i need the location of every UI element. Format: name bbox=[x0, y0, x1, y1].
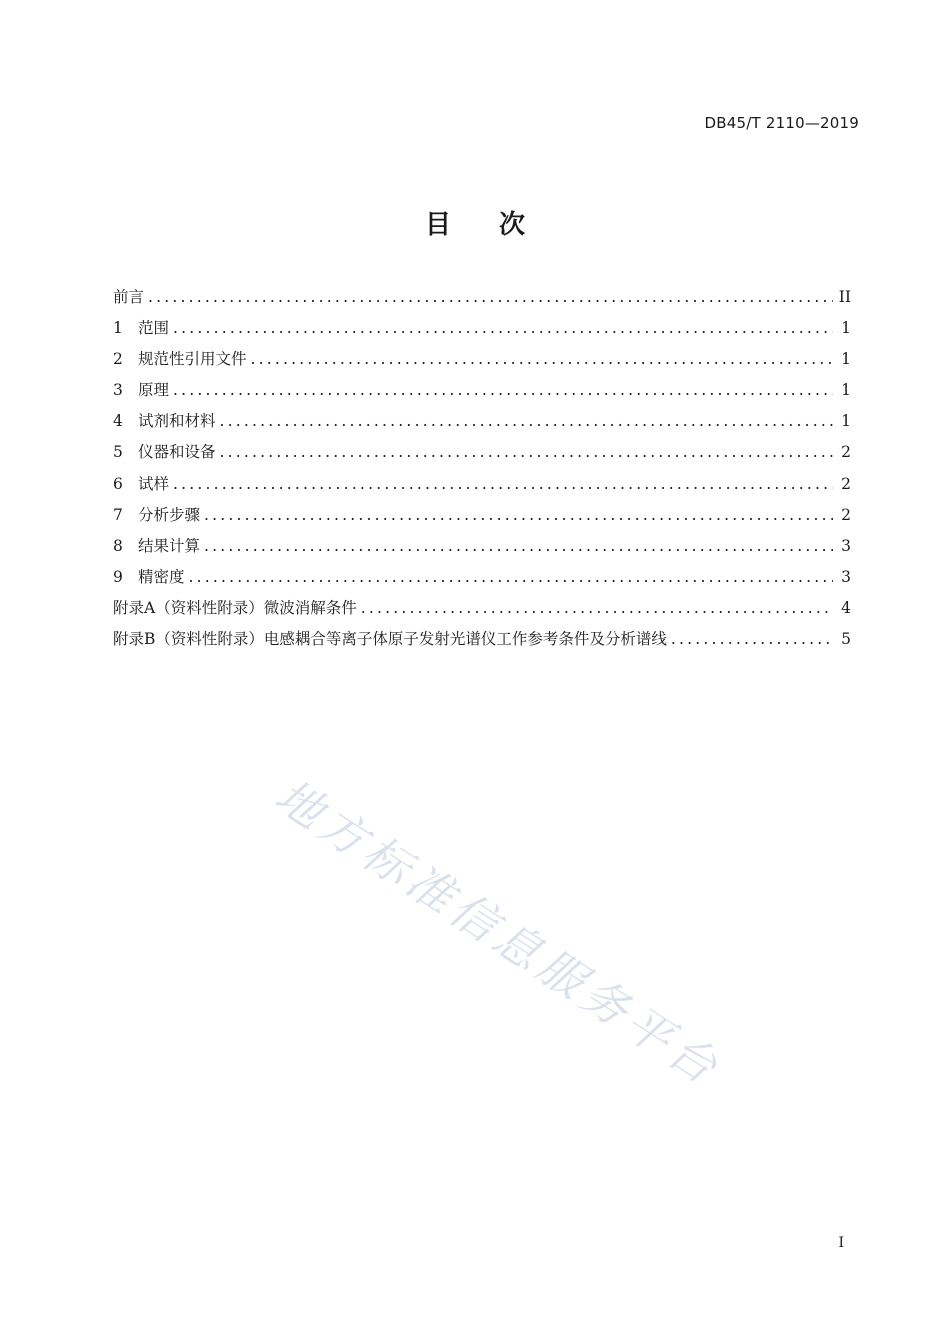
toc-entry-page: 1 bbox=[841, 350, 851, 369]
toc-entry-page: 2 bbox=[841, 443, 851, 462]
toc-entry-appendix-a[interactable] bbox=[113, 596, 851, 627]
toc-entry-label: 试剂和材料 bbox=[138, 412, 216, 431]
toc-entry-label: 原理 bbox=[138, 381, 170, 400]
toc-leader-dots bbox=[173, 319, 833, 337]
watermark: 地方标准信息服务平台 bbox=[265, 768, 732, 1097]
toc-leader-dots bbox=[251, 350, 833, 368]
toc-entry-precision[interactable] bbox=[113, 565, 851, 596]
toc-entry-number: 8 bbox=[113, 536, 123, 555]
toc-entry-label: 试样 bbox=[138, 474, 170, 493]
toc-entry-sample[interactable] bbox=[113, 472, 851, 503]
toc-entry-page: 2 bbox=[841, 474, 851, 493]
toc-entry-page: II bbox=[838, 288, 851, 306]
toc-entry-normative-references[interactable] bbox=[113, 347, 851, 378]
toc-entry-reagents[interactable] bbox=[113, 409, 851, 440]
toc-leader-dots bbox=[671, 630, 833, 648]
toc-leader-dots bbox=[173, 381, 833, 399]
toc-entry-scope[interactable] bbox=[113, 316, 851, 347]
toc-entry-label: 规范性引用文件 bbox=[138, 350, 247, 369]
toc-entry-label: 附录A（资料性附录）微波消解条件 bbox=[113, 598, 357, 617]
toc-entry-page: 5 bbox=[841, 630, 851, 649]
toc-entry-number: 7 bbox=[113, 505, 123, 524]
toc-leader-dots bbox=[204, 506, 833, 524]
toc-leader-dots bbox=[204, 537, 833, 555]
toc-entry-label: 结果计算 bbox=[138, 536, 201, 555]
toc-entry-number: 6 bbox=[113, 474, 123, 493]
toc-entry-page: 3 bbox=[841, 536, 851, 555]
toc-entry-page: 1 bbox=[841, 381, 851, 400]
toc-entry-number: 1 bbox=[113, 319, 123, 338]
toc-leader-dots bbox=[361, 599, 833, 617]
toc-entry-foreword[interactable] bbox=[113, 285, 851, 316]
toc-leader-dots bbox=[220, 443, 833, 461]
toc-entry-label: 前言 bbox=[113, 288, 145, 306]
toc-leader-dots bbox=[173, 475, 833, 493]
toc-entry-procedure[interactable] bbox=[113, 503, 851, 534]
toc-entry-label: 分析步骤 bbox=[138, 505, 201, 524]
toc-entry-label: 精密度 bbox=[138, 567, 185, 586]
document-code: DB45/T 2110—2019 bbox=[704, 114, 859, 132]
page-number: I bbox=[838, 1235, 844, 1251]
page-title: 目次 bbox=[424, 210, 573, 240]
toc-entry-number: 2 bbox=[113, 350, 123, 369]
toc-entry-apparatus[interactable] bbox=[113, 440, 851, 471]
toc-entry-label: 仪器和设备 bbox=[138, 443, 216, 462]
toc-entry-number: 3 bbox=[113, 381, 123, 400]
toc-entry-page: 1 bbox=[841, 412, 851, 431]
toc-entry-label: 范围 bbox=[138, 319, 170, 338]
toc-entry-label: 附录B（资料性附录）电感耦合等离子体原子发射光谱仪工作参考条件及分析谱线 bbox=[113, 630, 667, 649]
toc-entry-appendix-b[interactable] bbox=[113, 627, 851, 658]
toc-leader-dots bbox=[220, 412, 833, 430]
toc-entry-page: 3 bbox=[841, 567, 851, 586]
toc-entry-page: 4 bbox=[841, 598, 851, 617]
toc-entry-page: 1 bbox=[841, 319, 851, 338]
toc-entry-number: 5 bbox=[113, 443, 123, 462]
toc-entry-number: 4 bbox=[113, 412, 123, 431]
toc-entry-page: 2 bbox=[841, 505, 851, 524]
toc-entry-number: 9 bbox=[113, 567, 123, 586]
toc-leader-dots bbox=[148, 288, 833, 306]
table-of-contents bbox=[113, 285, 851, 658]
toc-entry-principle[interactable] bbox=[113, 378, 851, 409]
toc-entry-calculation[interactable] bbox=[113, 534, 851, 565]
toc-leader-dots bbox=[189, 568, 833, 586]
